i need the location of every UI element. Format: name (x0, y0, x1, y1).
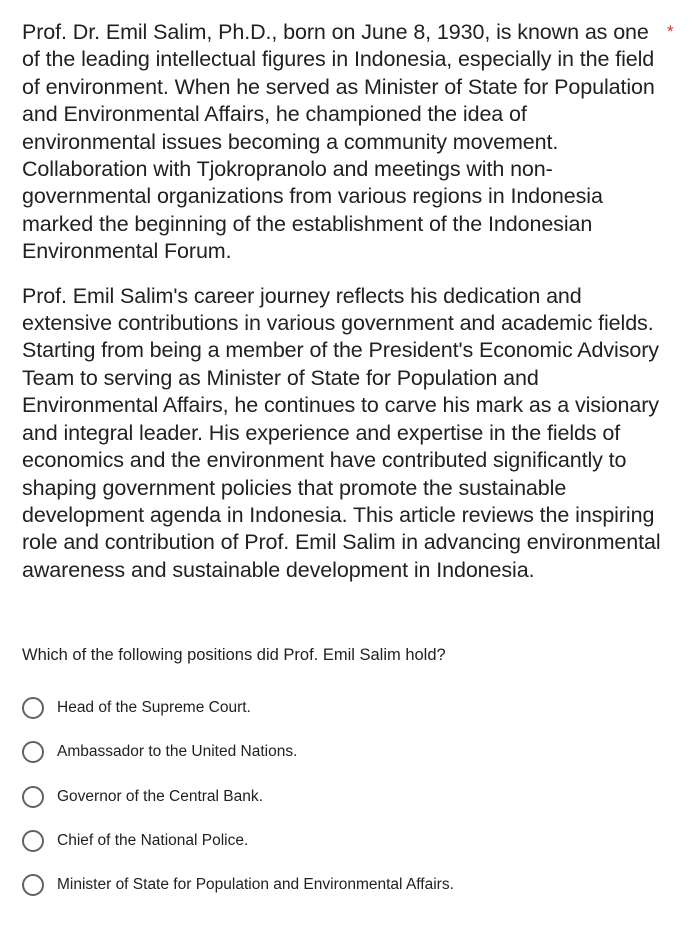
radio-button-icon[interactable] (22, 697, 44, 719)
option-chief-national-police[interactable] (22, 819, 662, 863)
option-label: Ambassador to the United Nations. (57, 743, 298, 761)
option-minister-population-environment[interactable] (22, 863, 662, 907)
passage-paragraph-2: Prof. Emil Salim's career journey reflects his dedication and extensive contributions in various government and academic fields. Starting from being a member of the President's Economic Advisory Team to serving as Minister of State for Population and Environmental Affairs, he continues to carve his mark as a visionary and integral leader. His experience and expertise in the fields of economics and the environment have contributed significantly to shaping government policies that promote the sustainable development agenda in Indonesia. This article reviews the inspiring role and contribution of Prof. Emil Salim in advancing environmental awareness and sustainable development in Indonesia. (22, 283, 661, 582)
option-governor-central-bank[interactable] (22, 775, 662, 819)
question-text: Which of the following positions did Prof. Emil Salim hold? (22, 646, 446, 664)
option-label: Governor of the Central Bank. (57, 787, 263, 805)
radio-button-icon[interactable] (22, 741, 44, 763)
option-label: Head of the Supreme Court. (57, 699, 251, 717)
reading-passage (22, 19, 662, 584)
option-ambassador-un[interactable] (22, 730, 662, 774)
option-label: Minister of State for Population and Environmental Affairs. (57, 876, 454, 894)
option-head-of-supreme-court[interactable] (22, 686, 662, 730)
radio-button-icon[interactable] (22, 874, 44, 896)
passage-paragraph-1: Prof. Dr. Emil Salim, Ph.D., born on June 8, 1930, is known as one of the leading intellectual figures in Indonesia, especially in the field of environment. When he served as Minister of State for Population and Environmental Affairs, he championed the idea of environmental issues becoming a community movement. Collaboration with Tjokropranolo and meetings with non-governmental organizations from various regions in Indonesia marked the beginning of the establishment of the Indonesian Environmental Forum. (22, 20, 655, 264)
option-label: Chief of the National Police. (57, 832, 249, 850)
required-asterisk: * (667, 22, 674, 41)
radio-button-icon[interactable] (22, 830, 44, 852)
answer-options (22, 686, 662, 907)
radio-button-icon[interactable] (22, 786, 44, 808)
